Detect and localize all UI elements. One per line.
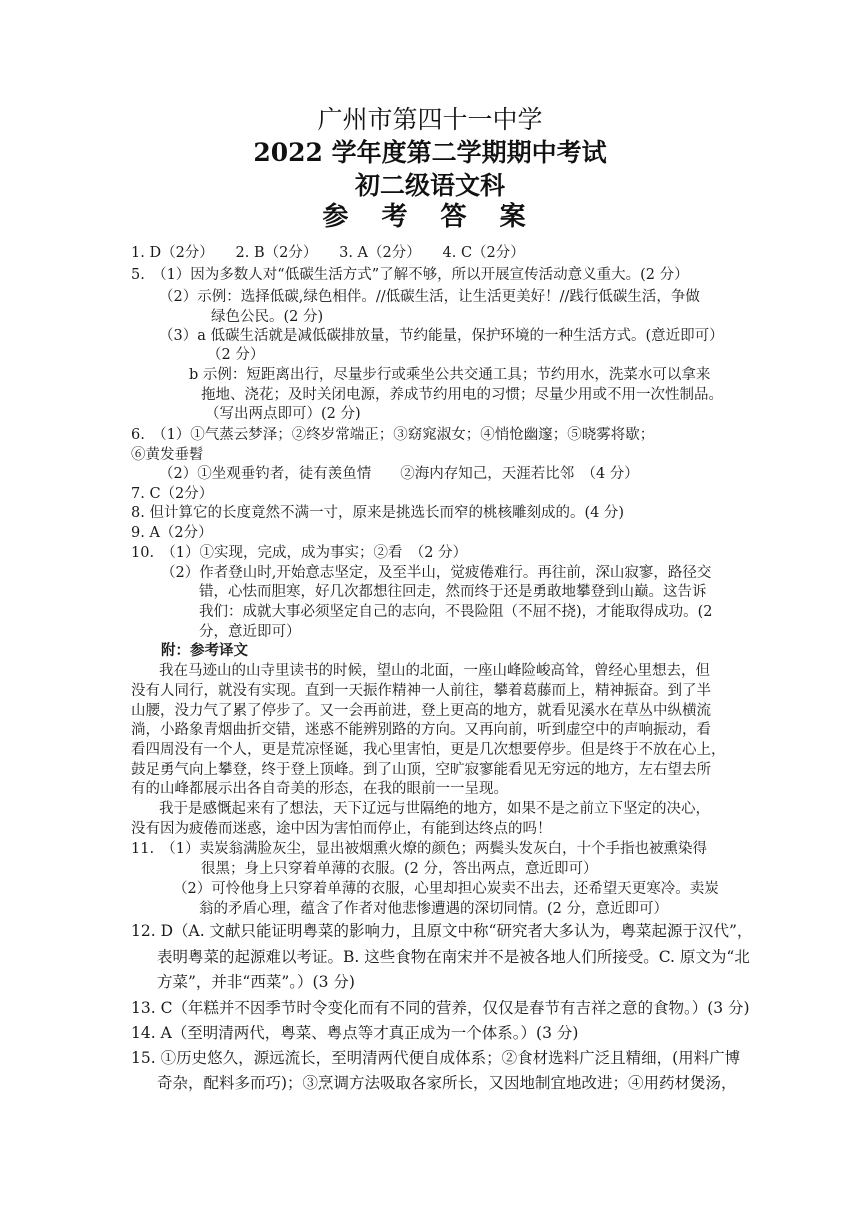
answer-line: （2）①坐观垂钓者，徒有羡鱼情 ②海内存知己，天涯若比邻 （4 分） (159, 466, 639, 482)
translation-heading: 附：参考译文 (161, 642, 248, 659)
translation-line: 没有人同行，就没有实现。直到一天振作精神一人前往，攀着葛藤而上，精神振奋。到了半 (131, 683, 711, 699)
answer-line: 6. （1）①气蒸云梦泽；②终岁常端正；③窈窕淑女；④悄怆幽邃；⑤晓雾将歇； (131, 427, 655, 443)
answer-line: 翁的矛盾心理，蕴含了作者对他悲惨遭遇的深切同情。(2 分，意近即可） (199, 901, 668, 917)
answer-line: 11. （1）卖炭翁满脸灰尘，显出被烟熏火燎的颜色；两鬓头发灰白，十个手指也被熏染得 (131, 841, 708, 857)
answer-line: 9. A（2分） (131, 525, 213, 541)
translation-line: 山腰，没力气了累了停步了。又一会再前进，登上更高的地方，就看见溪水在草丛中纵横流 (131, 703, 711, 719)
translation-line: 淌，小路象青烟曲折交错，迷惑不能辨别路的方向。又再向前，听到虚空中的声响振动，看 (131, 722, 711, 738)
answer-line: 我们：成就大事必须坚定自己的志向，不畏险阻（不屈不挠)，才能取得成功。(2 (199, 604, 713, 620)
answer-line: 错，心怯而胆寒，好几次都想往回走，然而终于还是勇敢地攀登到山巅。这告诉 (199, 584, 707, 600)
answer-line: （2）示例：选择低碳,绿色相伴。//低碳生活，让生活更美好！//践行低碳生活，争做 (159, 289, 700, 305)
answer-line: 绿色公民。(2 分) (211, 309, 324, 325)
school-name: 广州市第四十一中学 (317, 105, 543, 134)
answer-line: 表明粤菜的起源难以考证。B. 这些食物在南宋并不是被各地人们所接受。C. 原文为“北 (157, 948, 750, 966)
answer-line: （2）作者登山时,开始意志坚定，及至半山，觉疲倦难行。再往前，深山寂寥，路径交 (161, 565, 712, 581)
answer-line: ⑥黄发垂髫 (131, 447, 204, 463)
translation-line: 我在马迹山的山寺里读书的时候，望山的北面，一座山峰险峻高耸，曾经心里想去，但 (159, 663, 710, 679)
answer-line: 很黑；身上只穿着单薄的衣服。(2 分，答出两点，意近即可） (201, 861, 598, 877)
answer-line: 14. A（至明清两代，粤菜、粤点等才真正成为一个体系。）(3 分) (131, 1024, 579, 1042)
answer-line: 方菜”，并非“西菜”。）(3 分) (157, 973, 355, 991)
exam-title: 2022 学年度第二学期期中考试 (253, 138, 607, 167)
subject-title: 初二级语文科 (354, 171, 505, 200)
answer-line: 分，意近即可） (199, 624, 301, 640)
answer-line: 5. （1）因为多数人对“低碳生活方式”了解不够，所以开展宣传活动意义重大。(2 分） (131, 267, 689, 283)
translation-line: 有的山峰都展示出各自奇美的形态，在我的眼前一一呈现。 (131, 781, 508, 797)
translation-line: 看四周没有一个人，更是荒凉怪诞，我心里害怕，更是几次想要停步。但是终于不放在心上， (131, 742, 726, 758)
answer-line: 8. 但计算它的长度竟然不满一寸，原来是挑选长而窄的桃核雕刻成的。(4 分) (131, 505, 625, 521)
answer-line: b 示例：短距离出行，尽量步行或乘坐公共交通工具；节约用水，洗菜水可以拿来 (189, 367, 711, 383)
answer-line: 13. C（年糕并不因季节时令变化而有不同的营养，仅仅是春节有吉祥之意的食物。）(3 分) (131, 999, 750, 1017)
answer-line: （3）a 低碳生活就是减低碳排放量，节约能量，保护环境的一种生活方式。(意近即可） (159, 328, 724, 344)
answer-line: （2 分） (207, 347, 265, 363)
answer-line: （写出两点即可）(2 分) (205, 406, 361, 422)
translation-line: 我于是感慨起来有了想法，天下辽远与世隔绝的地方，如果不是之前立下坚定的决心， (159, 801, 710, 817)
answer-key-title: 参 考 答 案 (322, 202, 538, 232)
answer-line: 奇杂，配料多而巧)；③烹调方法吸取各家所长，又因地制宜地改进；④用药材煲汤， (157, 1074, 737, 1092)
answer-line: 15. ①历史悠久，源远流长，至明清两代便自成体系；②食材选料广泛且精细，(用料广博 (131, 1049, 741, 1067)
answer-line: 12. D（A. 文献只能证明粤菜的影响力，且原文中称“研究者大多认为，粤菜起源于汉代”， (131, 922, 753, 940)
translation-line: 没有因为疲倦而迷惑，途中因为害怕而停止，有能到达终点的吗！ (131, 821, 552, 837)
answer-line: （2）可怜他身上只穿着单薄的衣服，心里却担心炭卖不出去，还希望天更寒冷。卖炭 (173, 881, 719, 897)
translation-line: 鼓足勇气向上攀登，终于登上顶峰。到了山顶，空旷寂寥能看见无穷远的地方，左右望去所 (131, 762, 711, 778)
answer-line: 拖地、浇花；及时关闭电源，养成节约用电的习惯；尽量少用或不用一次性制品。 (201, 387, 723, 403)
answer-line: 10. （1）①实现，完成，成为事实；②看 （2 分） (131, 545, 468, 561)
answer-line: 1. D（2分） 2. B（2分） 3. A（2分） 4. C（2分） (131, 245, 525, 261)
answer-line: 7. C（2分） (131, 486, 214, 502)
